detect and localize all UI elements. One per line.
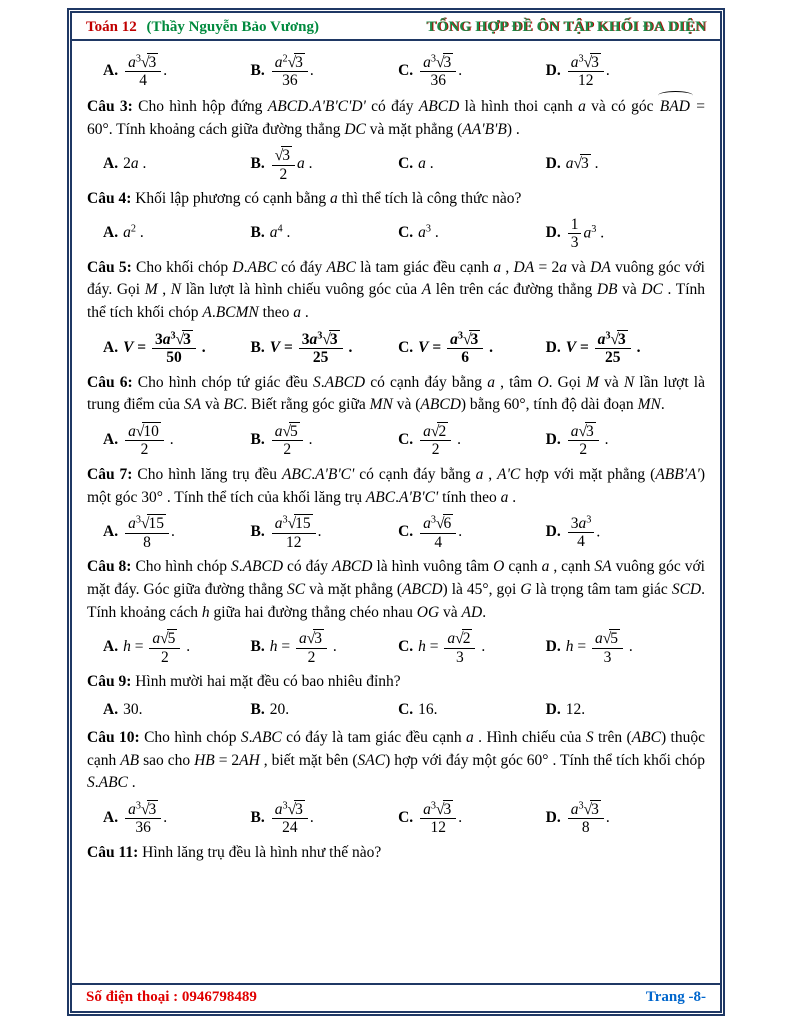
- fraction: $\frac{a^3√3}{6}$: [447, 330, 483, 367]
- fraction: $\frac{a√10}{2}$: [125, 422, 164, 459]
- fraction: $\frac{a^3√3}{25}$: [595, 330, 631, 367]
- square-root: √5: [160, 630, 176, 648]
- questions-area: [72, 44, 720, 980]
- option-label: B.: [250, 523, 265, 541]
- square-root: √3: [578, 423, 594, 441]
- footer-phone: Số điện thoại : 0946798489: [86, 989, 257, 1005]
- square-root: √3: [287, 54, 303, 71]
- option-label: C.: [398, 338, 414, 356]
- answer-option: A. $\frac{a√10}{2}$ .: [103, 423, 174, 459]
- footer-page-number: Trang -8-: [645, 989, 706, 1005]
- fraction: $\frac{√3}{2}$: [272, 146, 295, 183]
- option-label: B.: [250, 700, 265, 718]
- question: Câu 8: Cho hình chóp S.ABCD có đáy ABCD là hình vuông tâm O cạnh a , cạnh SA vuông góc với mặt đáy. Góc giữa đường thẳng SC và mặt phẳng (ABCD) là 45°, gọi G là trọng tâm tam giác SCD. Tính khoảng cách h giữa hai đường thẳng chéo nhau OG và AD.: [87, 558, 705, 621]
- option-label: D.: [545, 224, 561, 242]
- answer-option: A. $\frac{a^3√3}{36}$ .: [103, 800, 168, 837]
- option-label: B.: [250, 431, 265, 449]
- square-root: √3: [175, 330, 191, 348]
- fraction: $\frac{a^3√3}{8}$: [568, 800, 604, 837]
- square-root: √3: [436, 54, 452, 71]
- option-label: A.: [103, 155, 119, 173]
- options-row: [103, 216, 705, 252]
- options-row: [103, 330, 705, 367]
- square-root: √10: [135, 423, 159, 441]
- option-label: C.: [398, 523, 414, 541]
- answer-option: C. h = $\frac{a√2}{3}$ .: [398, 630, 486, 666]
- square-root: √3: [140, 54, 157, 71]
- answer-option: B. 20.: [250, 700, 290, 718]
- square-root: √3: [583, 801, 599, 819]
- option-label: D.: [545, 61, 561, 79]
- fraction: $\frac{a√5}{2}$: [149, 629, 180, 666]
- question: Câu 11: Hình lăng trụ đều là hình như thế nào?: [87, 843, 382, 861]
- option-label: A.: [103, 700, 119, 718]
- question-number: Câu 9:: [87, 673, 132, 691]
- question-number: Câu 5:: [87, 258, 132, 276]
- option-label: C.: [398, 700, 414, 718]
- fraction: $\frac{3a^3}{4}$: [568, 515, 595, 551]
- fraction: $\frac{a^3√15}{8}$: [125, 514, 169, 551]
- answer-option: B. $\frac{a^3√3}{24}$ .: [250, 800, 314, 837]
- option-label: C.: [398, 638, 414, 656]
- question: Câu 3: Cho hình hộp đứng ABCD.A'B'C'D' có đáy ABCD là hình thoi cạnh a và có góc BAD = 60°. Tính khoảng cách giữa đường thẳng DC và mặt phẳng (AA'B'B) .: [87, 95, 705, 142]
- option-label: A.: [103, 224, 119, 242]
- course-title: Toán 12: [86, 19, 137, 35]
- answer-option: D. V = $\frac{a^3√3}{25}$ .: [545, 330, 641, 367]
- option-label: D.: [545, 638, 561, 656]
- option-label: D.: [545, 431, 561, 449]
- options-row: [103, 53, 705, 90]
- angle-hat: BAD: [659, 95, 691, 119]
- answer-option: A. V = $\frac{3a^3√3}{50}$ .: [103, 330, 206, 367]
- teacher-name: (Thầy Nguyễn Bảo Vương): [146, 19, 319, 35]
- fraction: $\frac{a√3}{2}$: [296, 629, 327, 666]
- page-footer: [72, 983, 720, 1011]
- square-root: √15: [287, 515, 311, 533]
- answer-option: A. 2a .: [103, 155, 147, 173]
- question-number: Câu 11:: [87, 843, 139, 861]
- fraction: $\frac{a√5}{2}$: [272, 422, 303, 459]
- option-label: C.: [398, 224, 414, 242]
- option-label: B.: [250, 638, 265, 656]
- square-root: √3: [462, 330, 479, 348]
- fraction: $\frac{1}{3}$: [568, 216, 582, 252]
- answer-option: D. 12.: [545, 700, 586, 718]
- answer-option: D. $\frac{1}{3}$ $a^3$ .: [545, 215, 605, 252]
- answer-option: B. $\frac{a^3√15}{12}$ .: [250, 514, 322, 551]
- answer-option: C. V = $\frac{a^3√3}{6}$ .: [398, 330, 493, 367]
- square-root: √3: [287, 801, 303, 819]
- fraction: $\frac{a^3√6}{4}$: [420, 514, 456, 551]
- question-number: Câu 6:: [87, 373, 133, 391]
- square-root: √6: [436, 515, 452, 533]
- square-root: √3: [583, 54, 599, 71]
- question: Câu 7: Cho hình lăng trụ đều ABC.A'B'C' có cạnh đáy bằng a , A'C hợp với mặt phẳng (ABB'A') một góc 30° . Tính thể tích của khối lăng trụ ABC.A'B'C' tính theo a .: [87, 465, 706, 506]
- question-number: Câu 3:: [87, 97, 133, 115]
- option-label: A.: [103, 338, 119, 356]
- fraction: $\frac{a^2√3}{36}$: [272, 53, 308, 90]
- answer-option: C. a .: [398, 155, 434, 173]
- fraction: $\frac{a^3√3}{12}$: [568, 53, 604, 90]
- fraction: $\frac{a^3√3}{36}$: [125, 800, 161, 837]
- square-root: √5: [282, 423, 298, 441]
- square-root: √3: [140, 801, 157, 819]
- question-number: Câu 4:: [87, 190, 132, 207]
- answer-option: B. $a^4$ .: [250, 223, 291, 242]
- answer-option: C. $\frac{a^3√6}{4}$ .: [398, 514, 463, 551]
- option-label: A.: [103, 431, 119, 449]
- fraction: $\frac{3a^3√3}{50}$: [152, 330, 196, 367]
- answer-option: D. $\frac{3a^3}{4}$ .: [545, 514, 601, 551]
- option-label: D.: [545, 700, 561, 718]
- answer-option: D. h = $\frac{a√5}{3}$ .: [545, 630, 633, 666]
- options-row: [103, 699, 705, 722]
- answer-option: D. $\frac{a√3}{2}$ .: [545, 423, 609, 459]
- page-border: [67, 8, 725, 1016]
- fraction: $\frac{a^3√15}{12}$: [272, 514, 316, 551]
- question-number: Câu 10:: [87, 728, 140, 746]
- answer-option: B. $\frac{√3}{2}$ a .: [250, 147, 313, 183]
- square-root: √15: [140, 515, 164, 533]
- square-root: √3: [306, 630, 323, 648]
- option-label: B.: [250, 338, 265, 356]
- answer-option: A. $\frac{a^3√3}{4}$ .: [103, 53, 168, 90]
- option-label: C.: [398, 61, 414, 79]
- option-label: D.: [545, 155, 561, 173]
- option-label: A.: [103, 523, 119, 541]
- answer-option: C. $a^3$ .: [398, 223, 439, 242]
- answer-option: D. $\frac{a^3√3}{12}$ .: [545, 53, 610, 90]
- answer-option: C. 16.: [398, 700, 438, 718]
- question: Câu 4: Khối lập phương có cạnh bằng a thì thể tích là công thức nào?: [87, 190, 522, 207]
- option-label: A.: [103, 61, 119, 79]
- square-root: √3: [274, 147, 291, 165]
- answer-option: A. h = $\frac{a√5}{2}$ .: [103, 630, 191, 666]
- option-label: B.: [250, 61, 265, 79]
- answer-option: C. $\frac{a^3√3}{36}$ .: [398, 53, 463, 90]
- question-number: Câu 8:: [87, 558, 132, 576]
- document-title: TỔNG HỢP ĐỀ ÔN TẬP KHỐI ĐA DIỆN: [426, 19, 706, 35]
- square-root: √5: [602, 630, 618, 648]
- answer-option: B. $\frac{a^2√3}{36}$ .: [250, 53, 314, 90]
- answer-option: D. $\frac{a^3√3}{8}$ .: [545, 800, 610, 837]
- square-root: √2: [430, 423, 447, 441]
- question: Câu 9: Hình mười hai mặt đều có bao nhiêu đỉnh?: [87, 673, 401, 691]
- header-left: [86, 19, 319, 36]
- question: Câu 5: Cho khối chóp D.ABC có đáy ABC là tam giác đều cạnh a , DA = 2a và DA vuông góc với đáy. Gọi M , N lần lượt là hình chiếu vuông góc của A lên trên các đường thẳng DB và DC . Tính thể tích khối chóp A.BCMN theo a .: [87, 258, 706, 322]
- fraction: $\frac{a^3√3}{12}$: [420, 800, 456, 837]
- square-root: √3: [436, 801, 452, 819]
- fraction: $\frac{a√5}{3}$: [592, 629, 623, 666]
- question-number: Câu 7:: [87, 465, 133, 483]
- option-label: C.: [398, 431, 414, 449]
- options-row: [103, 800, 705, 837]
- square-root: √3: [573, 155, 589, 173]
- fraction: $\frac{a^3√3}{24}$: [272, 800, 308, 837]
- option-label: D.: [545, 523, 561, 541]
- fraction: $\frac{a^3√3}{4}$: [125, 53, 161, 90]
- options-row: [103, 146, 705, 183]
- options-row: [103, 629, 705, 666]
- square-root: √3: [322, 330, 338, 348]
- question: Câu 10: Cho hình chóp S.ABC có đáy là tam giác đều cạnh a . Hình chiếu của S trên (ABC) thuộc cạnh AB sao cho HB = 2AH , biết mặt bên (SAC) hợp với đáy một góc 60° . Tính thể tích khối chóp S.ABC .: [87, 728, 705, 792]
- option-label: D.: [545, 338, 561, 356]
- answer-option: C. $\frac{a√2}{2}$ .: [398, 423, 461, 459]
- option-label: B.: [250, 155, 265, 173]
- page-header: [72, 13, 720, 41]
- option-label: C.: [398, 155, 414, 173]
- answer-option: B. h = $\frac{a√3}{2}$ .: [250, 630, 337, 666]
- answer-option: A. $a^2$ .: [103, 223, 144, 242]
- option-label: B.: [250, 809, 265, 827]
- answer-option: D. a√3 .: [545, 155, 599, 173]
- answer-option: A. $\frac{a^3√15}{8}$ .: [103, 514, 175, 551]
- option-label: A.: [103, 638, 119, 656]
- option-label: D.: [545, 809, 561, 827]
- option-label: C.: [398, 809, 414, 827]
- square-root: √2: [455, 630, 471, 648]
- options-row: [103, 422, 705, 459]
- fraction: $\frac{a^3√3}{36}$: [420, 53, 456, 90]
- option-label: B.: [250, 224, 265, 242]
- fraction: $\frac{a√2}{3}$: [444, 629, 475, 666]
- answer-option: C. $\frac{a^3√3}{12}$ .: [398, 800, 463, 837]
- answer-option: A. 30.: [103, 700, 143, 718]
- fraction: $\frac{3a^3√3}{25}$: [299, 330, 343, 367]
- answer-option: B. V = $\frac{3a^3√3}{25}$ .: [250, 330, 353, 367]
- options-row: [103, 514, 705, 551]
- fraction: $\frac{a√2}{2}$: [420, 422, 451, 459]
- square-root: √3: [610, 330, 626, 348]
- option-label: A.: [103, 809, 119, 827]
- fraction: $\frac{a√3}{2}$: [568, 422, 599, 459]
- question: Câu 6: Cho hình chóp tứ giác đều S.ABCD có cạnh đáy bằng a , tâm O. Gọi M và N lần lượt là trung điểm của SA và BC. Biết rằng góc giữa MN và (ABCD) bằng 60°, tính độ dài đoạn MN.: [87, 373, 705, 414]
- answer-option: B. $\frac{a√5}{2}$ .: [250, 423, 313, 459]
